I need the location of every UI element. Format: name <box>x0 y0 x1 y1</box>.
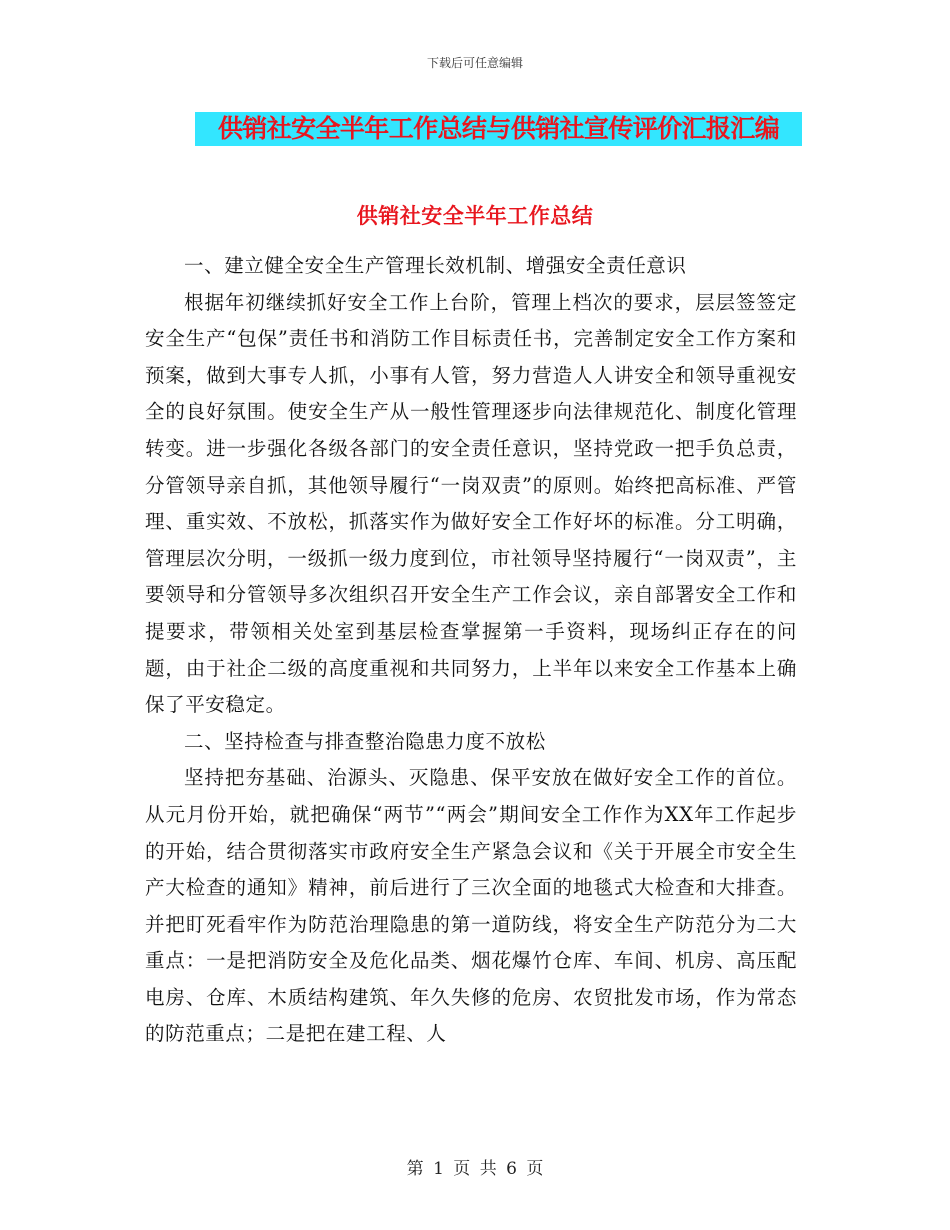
page-header-note: 下载后可任意编辑 <box>426 56 523 70</box>
page-number-footer: 第 1 页 共 6 页 <box>406 1159 544 1179</box>
section-title: 供销社安全半年工作总结 <box>356 204 594 228</box>
paragraph-section-1: 根据年初继续抓好安全工作上台阶，管理上档次的要求，层层签签定安全生产“包保”责任书和消防工作目标责任书，完善制定安全工作方案和预案，做到大事专人抓，小事有人管，努力营造人人讲安全和领导重视安全的良好氛围。使安全生产从一般性管理逐步向法律规范化、制度化管理转变。进一步强化各级各部门的安全责任意识，坚持党政一把手负总责，分管领导亲自抓，其他领导履行“一岗双责”的原则。始终把高标准、严管理、重实效、不放松，抓落实作为做好安全工作好坏的标准。分工明确，管理层次分明，一级抓一级力度到位，市社领导坚持履行“一岗双责”，主要领导和分管领导多次组织召开安全生产工作会议，亲自部署安全工作和提要求，带领相关处室到基层检查掌握第一手资料，现场纠正存在的问题，由于社企二级的高度重视和共同努力，上半年以来安全工作基本上确保了平安稳定。 <box>145 290 797 717</box>
paragraph-section-2: 坚持把夯基础、治源头、灭隐患、保平安放在做好安全工作的首位。从元月份开始，就把确保“两节”“两会”期间安全工作作为XX年工作起步的开始，结合贯彻落实市政府安全生产紧急会议和《关于开展全市安全生产大检查的通知》精神，前后进行了三次全面的地毯式大检查和大排查。并把盯死看牢作为防范治理隐患的第一道防线，将安全生产防范分为二大重点：一是把消防安全及危化品类、烟花爆竹仓库、车间、机房、高压配电房、仓库、木质结构建筑、年久失修的危房、农贸批发市场，作为常态的防范重点；二是把在建工程、人 <box>145 766 797 1046</box>
heading-section-1: 一、建立健全安全生产管理长效机制、增强安全责任意识 <box>184 254 687 277</box>
document-main-title: 供销社安全半年工作总结与供销社宣传评价汇报汇编 <box>195 112 802 146</box>
document-body <box>145 248 797 1053</box>
heading-section-2: 二、坚持检查与排查整治隐患力度不放松 <box>184 729 546 753</box>
